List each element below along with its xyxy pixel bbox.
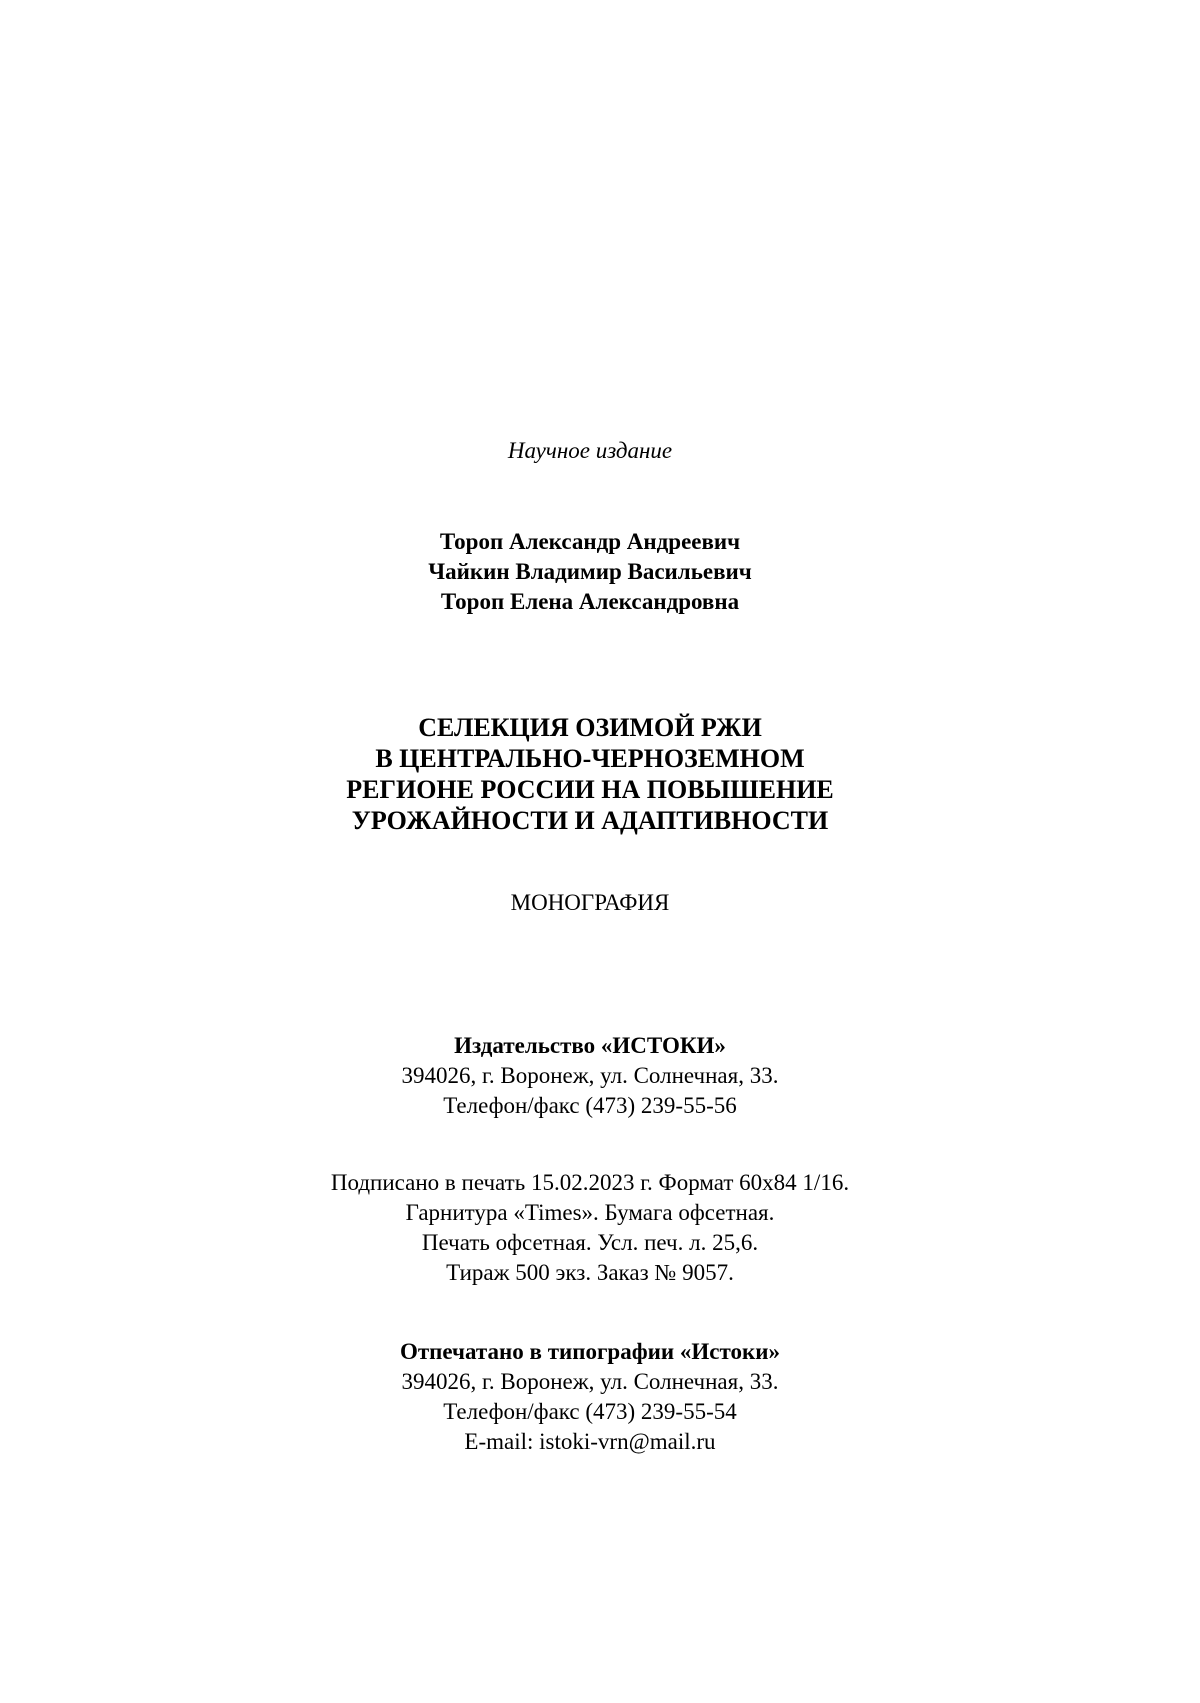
printer-email: E-mail: istoki-vrn@mail.ru [464, 1429, 716, 1454]
genre [0, 888, 1180, 918]
author-name: Тороп Елена Александровна [440, 589, 740, 614]
printer-phone: Телефон/факс (473) 239-55-54 [443, 1399, 737, 1424]
imprint-line: Гарнитура «Times». Бумага офсетная. [405, 1200, 775, 1225]
genre-text: МОНОГРАФИЯ [510, 890, 670, 915]
edition-type [0, 436, 1180, 466]
publisher-phone: Телефон/факс (473) 239-55-56 [443, 1093, 737, 1118]
printer-address: 394026, г. Воронеж, ул. Солнечная, 33. [401, 1369, 779, 1394]
publisher-info [0, 1031, 1180, 1121]
title-line: РЕГИОНЕ РОССИИ НА ПОВЫШЕНИЕ [346, 775, 834, 804]
imprint-info [0, 1168, 1180, 1288]
book-title [0, 712, 1180, 836]
imprint-line: Печать офсетная. Усл. печ. л. 25,6. [421, 1230, 759, 1255]
publisher-name: Издательство «ИСТОКИ» [454, 1033, 726, 1058]
printer-info [0, 1337, 1180, 1457]
author-name: Тороп Александр Андреевич [439, 529, 741, 554]
title-line: УРОЖАЙНОСТИ И АДАПТИВНОСТИ [351, 806, 829, 835]
imprint-line: Подписано в печать 15.02.2023 г. Формат 60х84 1/16. [330, 1170, 850, 1195]
imprint-line: Тираж 500 экз. Заказ № 9057. [446, 1260, 734, 1285]
title-line: СЕЛЕКЦИЯ ОЗИМОЙ РЖИ [418, 713, 762, 742]
title-line: В ЦЕНТРАЛЬНО-ЧЕРНОЗЕМНОМ [375, 744, 805, 773]
edition-type-text: Научное издание [507, 438, 673, 463]
authors-list [0, 527, 1180, 617]
printer-name: Отпечатано в типографии «Истоки» [399, 1339, 780, 1364]
author-name: Чайкин Владимир Васильевич [428, 559, 752, 584]
publisher-address: 394026, г. Воронеж, ул. Солнечная, 33. [401, 1063, 779, 1088]
